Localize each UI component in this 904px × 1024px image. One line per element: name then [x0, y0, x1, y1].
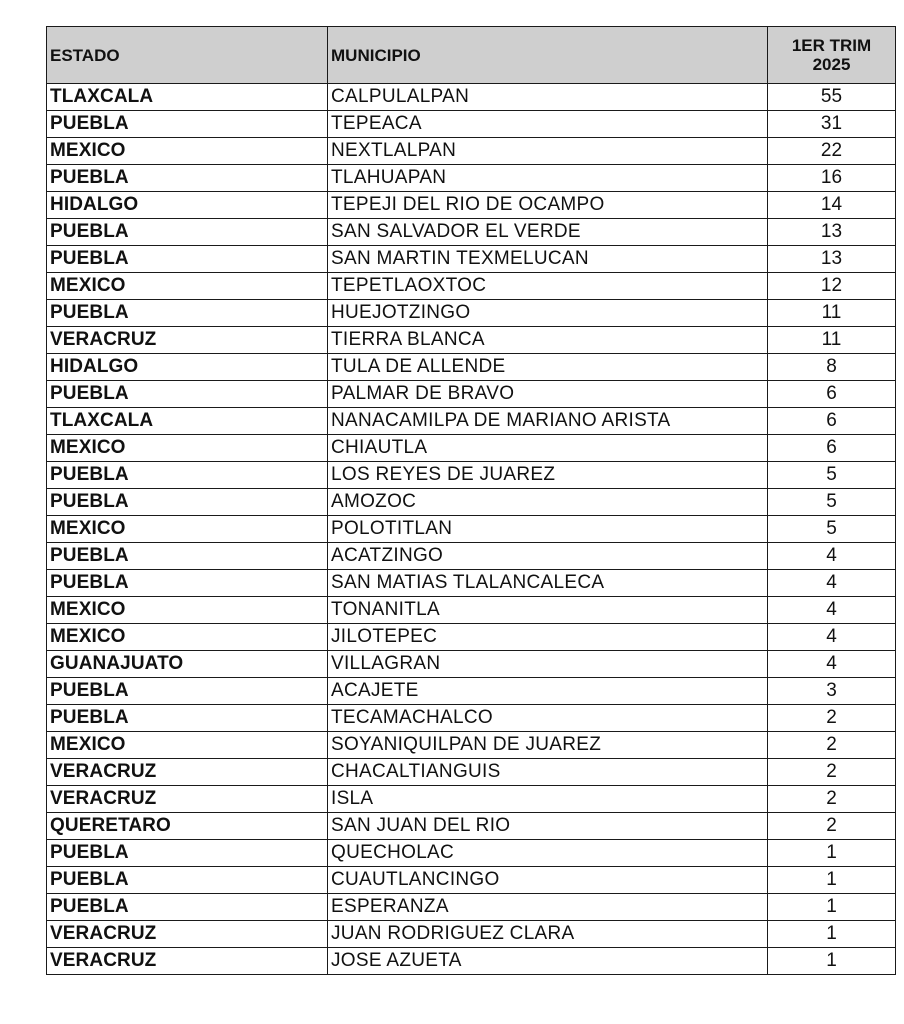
estado-cell: PUEBLA: [47, 705, 328, 732]
count-cell: 12: [768, 273, 896, 300]
estado-cell: VERACRUZ: [47, 948, 328, 975]
table-header: [47, 27, 896, 84]
table-row: [47, 327, 896, 354]
estado-cell: MEXICO: [47, 732, 328, 759]
count-cell: 1: [768, 921, 896, 948]
count-cell: 6: [768, 408, 896, 435]
table-row: [47, 354, 896, 381]
estado-cell: PUEBLA: [47, 381, 328, 408]
table-row: [47, 111, 896, 138]
estado-cell: QUERETARO: [47, 813, 328, 840]
count-cell: 16: [768, 165, 896, 192]
table-row: [47, 84, 896, 111]
count-cell: 6: [768, 381, 896, 408]
table-row: [47, 138, 896, 165]
municipio-cell: LOS REYES DE JUAREZ: [328, 462, 768, 489]
count-cell: 2: [768, 813, 896, 840]
estado-cell: VERACRUZ: [47, 327, 328, 354]
table-row: [47, 651, 896, 678]
table-row: [47, 462, 896, 489]
count-cell: 4: [768, 624, 896, 651]
count-cell: 11: [768, 327, 896, 354]
header-estado: ESTADO: [47, 27, 328, 84]
municipio-cell: ACAJETE: [328, 678, 768, 705]
municipio-cell: POLOTITLAN: [328, 516, 768, 543]
estado-cell: HIDALGO: [47, 354, 328, 381]
count-cell: 3: [768, 678, 896, 705]
count-cell: 1: [768, 867, 896, 894]
header-municipio: MUNICIPIO: [328, 27, 768, 84]
table-row: [47, 894, 896, 921]
table-row: [47, 840, 896, 867]
municipio-cell: TECAMACHALCO: [328, 705, 768, 732]
count-cell: 13: [768, 246, 896, 273]
table-row: [47, 489, 896, 516]
estado-cell: MEXICO: [47, 516, 328, 543]
estado-cell: PUEBLA: [47, 489, 328, 516]
estado-cell: PUEBLA: [47, 246, 328, 273]
municipio-cell: VILLAGRAN: [328, 651, 768, 678]
count-cell: 2: [768, 705, 896, 732]
municipality-table: [46, 26, 896, 975]
table-row: [47, 678, 896, 705]
estado-cell: PUEBLA: [47, 894, 328, 921]
municipio-cell: TULA DE ALLENDE: [328, 354, 768, 381]
count-cell: 1: [768, 894, 896, 921]
count-cell: 22: [768, 138, 896, 165]
estado-cell: PUEBLA: [47, 111, 328, 138]
municipio-cell: JILOTEPEC: [328, 624, 768, 651]
table-row: [47, 948, 896, 975]
municipio-cell: ESPERANZA: [328, 894, 768, 921]
count-cell: 13: [768, 219, 896, 246]
count-cell: 5: [768, 516, 896, 543]
municipio-cell: QUECHOLAC: [328, 840, 768, 867]
estado-cell: PUEBLA: [47, 678, 328, 705]
table-row: [47, 867, 896, 894]
table-row: [47, 705, 896, 732]
municipio-cell: CUAUTLANCINGO: [328, 867, 768, 894]
count-cell: 4: [768, 570, 896, 597]
table-row: [47, 921, 896, 948]
count-cell: 2: [768, 786, 896, 813]
table-row: [47, 219, 896, 246]
municipio-cell: NEXTLALPAN: [328, 138, 768, 165]
municipio-cell: HUEJOTZINGO: [328, 300, 768, 327]
table-row: [47, 813, 896, 840]
count-cell: 11: [768, 300, 896, 327]
municipio-cell: TIERRA BLANCA: [328, 327, 768, 354]
table-row: [47, 273, 896, 300]
count-cell: 6: [768, 435, 896, 462]
estado-cell: VERACRUZ: [47, 786, 328, 813]
municipio-cell: AMOZOC: [328, 489, 768, 516]
count-cell: 8: [768, 354, 896, 381]
estado-cell: MEXICO: [47, 624, 328, 651]
estado-cell: VERACRUZ: [47, 921, 328, 948]
estado-cell: GUANAJUATO: [47, 651, 328, 678]
count-cell: 31: [768, 111, 896, 138]
municipio-cell: SAN MARTIN TEXMELUCAN: [328, 246, 768, 273]
municipio-cell: TEPEACA: [328, 111, 768, 138]
municipio-cell: SOYANIQUILPAN DE JUAREZ: [328, 732, 768, 759]
table-row: [47, 300, 896, 327]
header-quarter-count: [768, 27, 896, 84]
table-row: [47, 246, 896, 273]
municipio-cell: JOSE AZUETA: [328, 948, 768, 975]
header-quarter-label: 1ER TRIM: [791, 36, 872, 55]
estado-cell: PUEBLA: [47, 219, 328, 246]
table-row: [47, 786, 896, 813]
municipio-cell: SAN JUAN DEL RIO: [328, 813, 768, 840]
table-row: [47, 435, 896, 462]
municipio-cell: CALPULALPAN: [328, 84, 768, 111]
table-row: [47, 570, 896, 597]
estado-cell: PUEBLA: [47, 462, 328, 489]
estado-cell: HIDALGO: [47, 192, 328, 219]
municipio-cell: ISLA: [328, 786, 768, 813]
municipio-cell: TLAHUAPAN: [328, 165, 768, 192]
count-cell: 55: [768, 84, 896, 111]
estado-cell: MEXICO: [47, 138, 328, 165]
count-cell: 5: [768, 489, 896, 516]
count-cell: 4: [768, 651, 896, 678]
count-cell: 2: [768, 732, 896, 759]
count-cell: 4: [768, 597, 896, 624]
count-cell: 4: [768, 543, 896, 570]
table-row: [47, 165, 896, 192]
header-row: [47, 27, 896, 84]
municipio-cell: TEPETLAOXTOC: [328, 273, 768, 300]
estado-cell: MEXICO: [47, 597, 328, 624]
estado-cell: PUEBLA: [47, 570, 328, 597]
estado-cell: PUEBLA: [47, 543, 328, 570]
estado-cell: PUEBLA: [47, 165, 328, 192]
table-row: [47, 381, 896, 408]
table-row: [47, 759, 896, 786]
count-cell: 5: [768, 462, 896, 489]
table-row: [47, 408, 896, 435]
count-cell: 14: [768, 192, 896, 219]
count-cell: 1: [768, 840, 896, 867]
estado-cell: MEXICO: [47, 273, 328, 300]
table-row: [47, 624, 896, 651]
estado-cell: MEXICO: [47, 435, 328, 462]
municipio-cell: CHACALTIANGUIS: [328, 759, 768, 786]
table-row: [47, 192, 896, 219]
table-row: [47, 732, 896, 759]
count-cell: 2: [768, 759, 896, 786]
estado-cell: PUEBLA: [47, 840, 328, 867]
estado-cell: PUEBLA: [47, 300, 328, 327]
municipio-cell: SAN MATIAS TLALANCALECA: [328, 570, 768, 597]
estado-cell: TLAXCALA: [47, 408, 328, 435]
count-cell: 1: [768, 948, 896, 975]
table-row: [47, 543, 896, 570]
municipio-cell: SAN SALVADOR EL VERDE: [328, 219, 768, 246]
municipio-cell: ACATZINGO: [328, 543, 768, 570]
municipio-cell: TONANITLA: [328, 597, 768, 624]
municipio-cell: TEPEJI DEL RIO DE OCAMPO: [328, 192, 768, 219]
table-body: [47, 84, 896, 975]
municipio-cell: JUAN RODRIGUEZ CLARA: [328, 921, 768, 948]
estado-cell: VERACRUZ: [47, 759, 328, 786]
municipio-cell: CHIAUTLA: [328, 435, 768, 462]
estado-cell: TLAXCALA: [47, 84, 328, 111]
table-row: [47, 597, 896, 624]
header-year-label: 2025: [812, 55, 851, 74]
municipio-cell: PALMAR DE BRAVO: [328, 381, 768, 408]
municipio-cell: NANACAMILPA DE MARIANO ARISTA: [328, 408, 768, 435]
table-row: [47, 516, 896, 543]
estado-cell: PUEBLA: [47, 867, 328, 894]
